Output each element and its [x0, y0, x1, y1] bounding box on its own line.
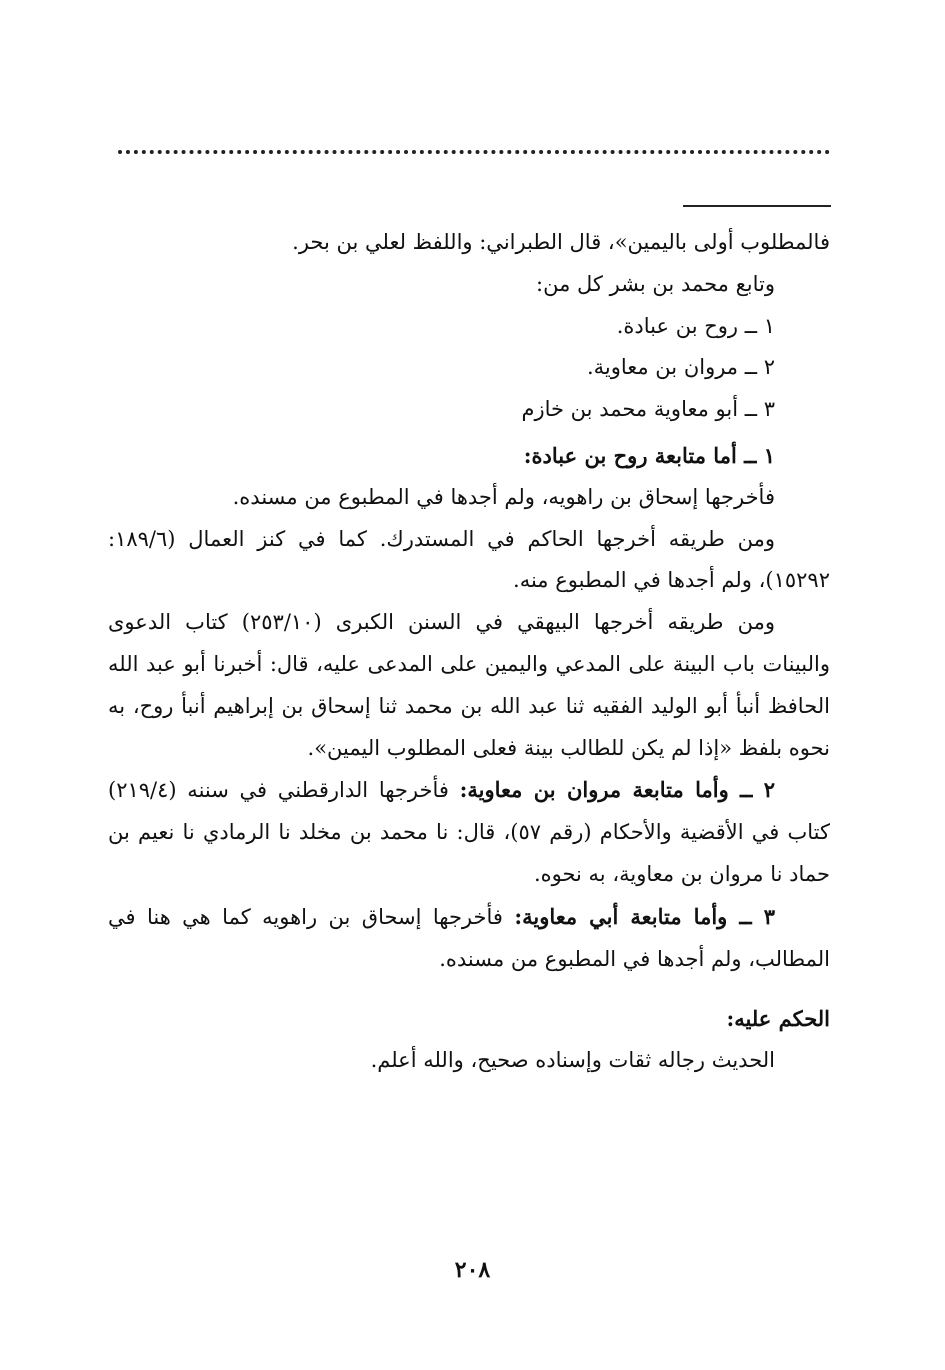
list-item: ٣ ــ أبو معاوية محمد بن خازم: [521, 397, 775, 422]
list-item: ٢ ــ مروان بن معاوية.: [586, 355, 775, 380]
paragraph-text: ومن طريقه أخرجها الحاكم في المستدرك. كما في كنز العمال (١٨٩/٦: ١٥٢٩٢)، ولم أجدها في المطبوع منه.: [108, 526, 830, 593]
paragraph-text: ومن طريقه أخرجها البيهقي في السنن الكبرى (٢٥٣/١٠) كتاب الدعوى والبينات باب البينة على المدعي واليمين على المدعى عليه، قال: أخبرنا أبو عبد الله الحافظ أنبأ أبو الوليد الفقيه ثنا عبد الله بن محمد ثنا إسحاق بن إبراهيم أنبأ روح، به نحوه بلفظ «إذا لم يكن للطالب بينة فعلى المطلوب اليمين».: [108, 610, 830, 760]
paragraph-lead: ٢ ــ وأما متابعة مروان بن معاوية:: [459, 777, 775, 803]
paragraph: [108, 769, 830, 895]
paragraph: [108, 896, 830, 981]
paragraph-text: فأخرجها الدارقطني في سننه (٢١٩/٤) كتاب في الأقضية والأحكام (رقم ٥٧)، قال: نا محمد بن مخلد نا الرمادي نا نعيم بن حماد نا مروان بن معاوية، به نحوه.: [108, 778, 830, 886]
paragraph: [108, 602, 830, 769]
body-text: [108, 222, 830, 1082]
paragraph-verdict: الحديث رجاله ثقات وإسناده صحيح، والله أعلم.: [370, 1048, 775, 1073]
paragraph-intro: فالمطلوب أولى باليمين»، قال الطبراني: واللفظ لعلي بن بحر.: [292, 230, 830, 254]
page-number: ٢٠٨: [454, 1257, 491, 1283]
section-heading: الحكم عليه:: [726, 1006, 830, 1032]
footnote-rule: [683, 205, 831, 207]
list-item: ١ ــ روح بن عبادة.: [616, 313, 775, 338]
paragraph-lead: ٣ ــ وأما متابعة أبي معاوية:: [514, 903, 775, 929]
paragraph: فأخرجها إسحاق بن راهويه، ولم أجدها في المطبوع من مسنده.: [232, 484, 775, 509]
dotted-separator: [118, 150, 830, 154]
section-heading: ١ ــ أما متابعة روح بن عبادة:: [523, 442, 775, 468]
paragraph-text: فأخرجها إسحاق بن راهويه كما هي هنا في المطالب، ولم أجدها في المطبوع من مسنده.: [108, 904, 830, 971]
paragraph-followers: وتابع محمد بن بشر كل من:: [536, 271, 775, 296]
paragraph: [108, 519, 830, 603]
